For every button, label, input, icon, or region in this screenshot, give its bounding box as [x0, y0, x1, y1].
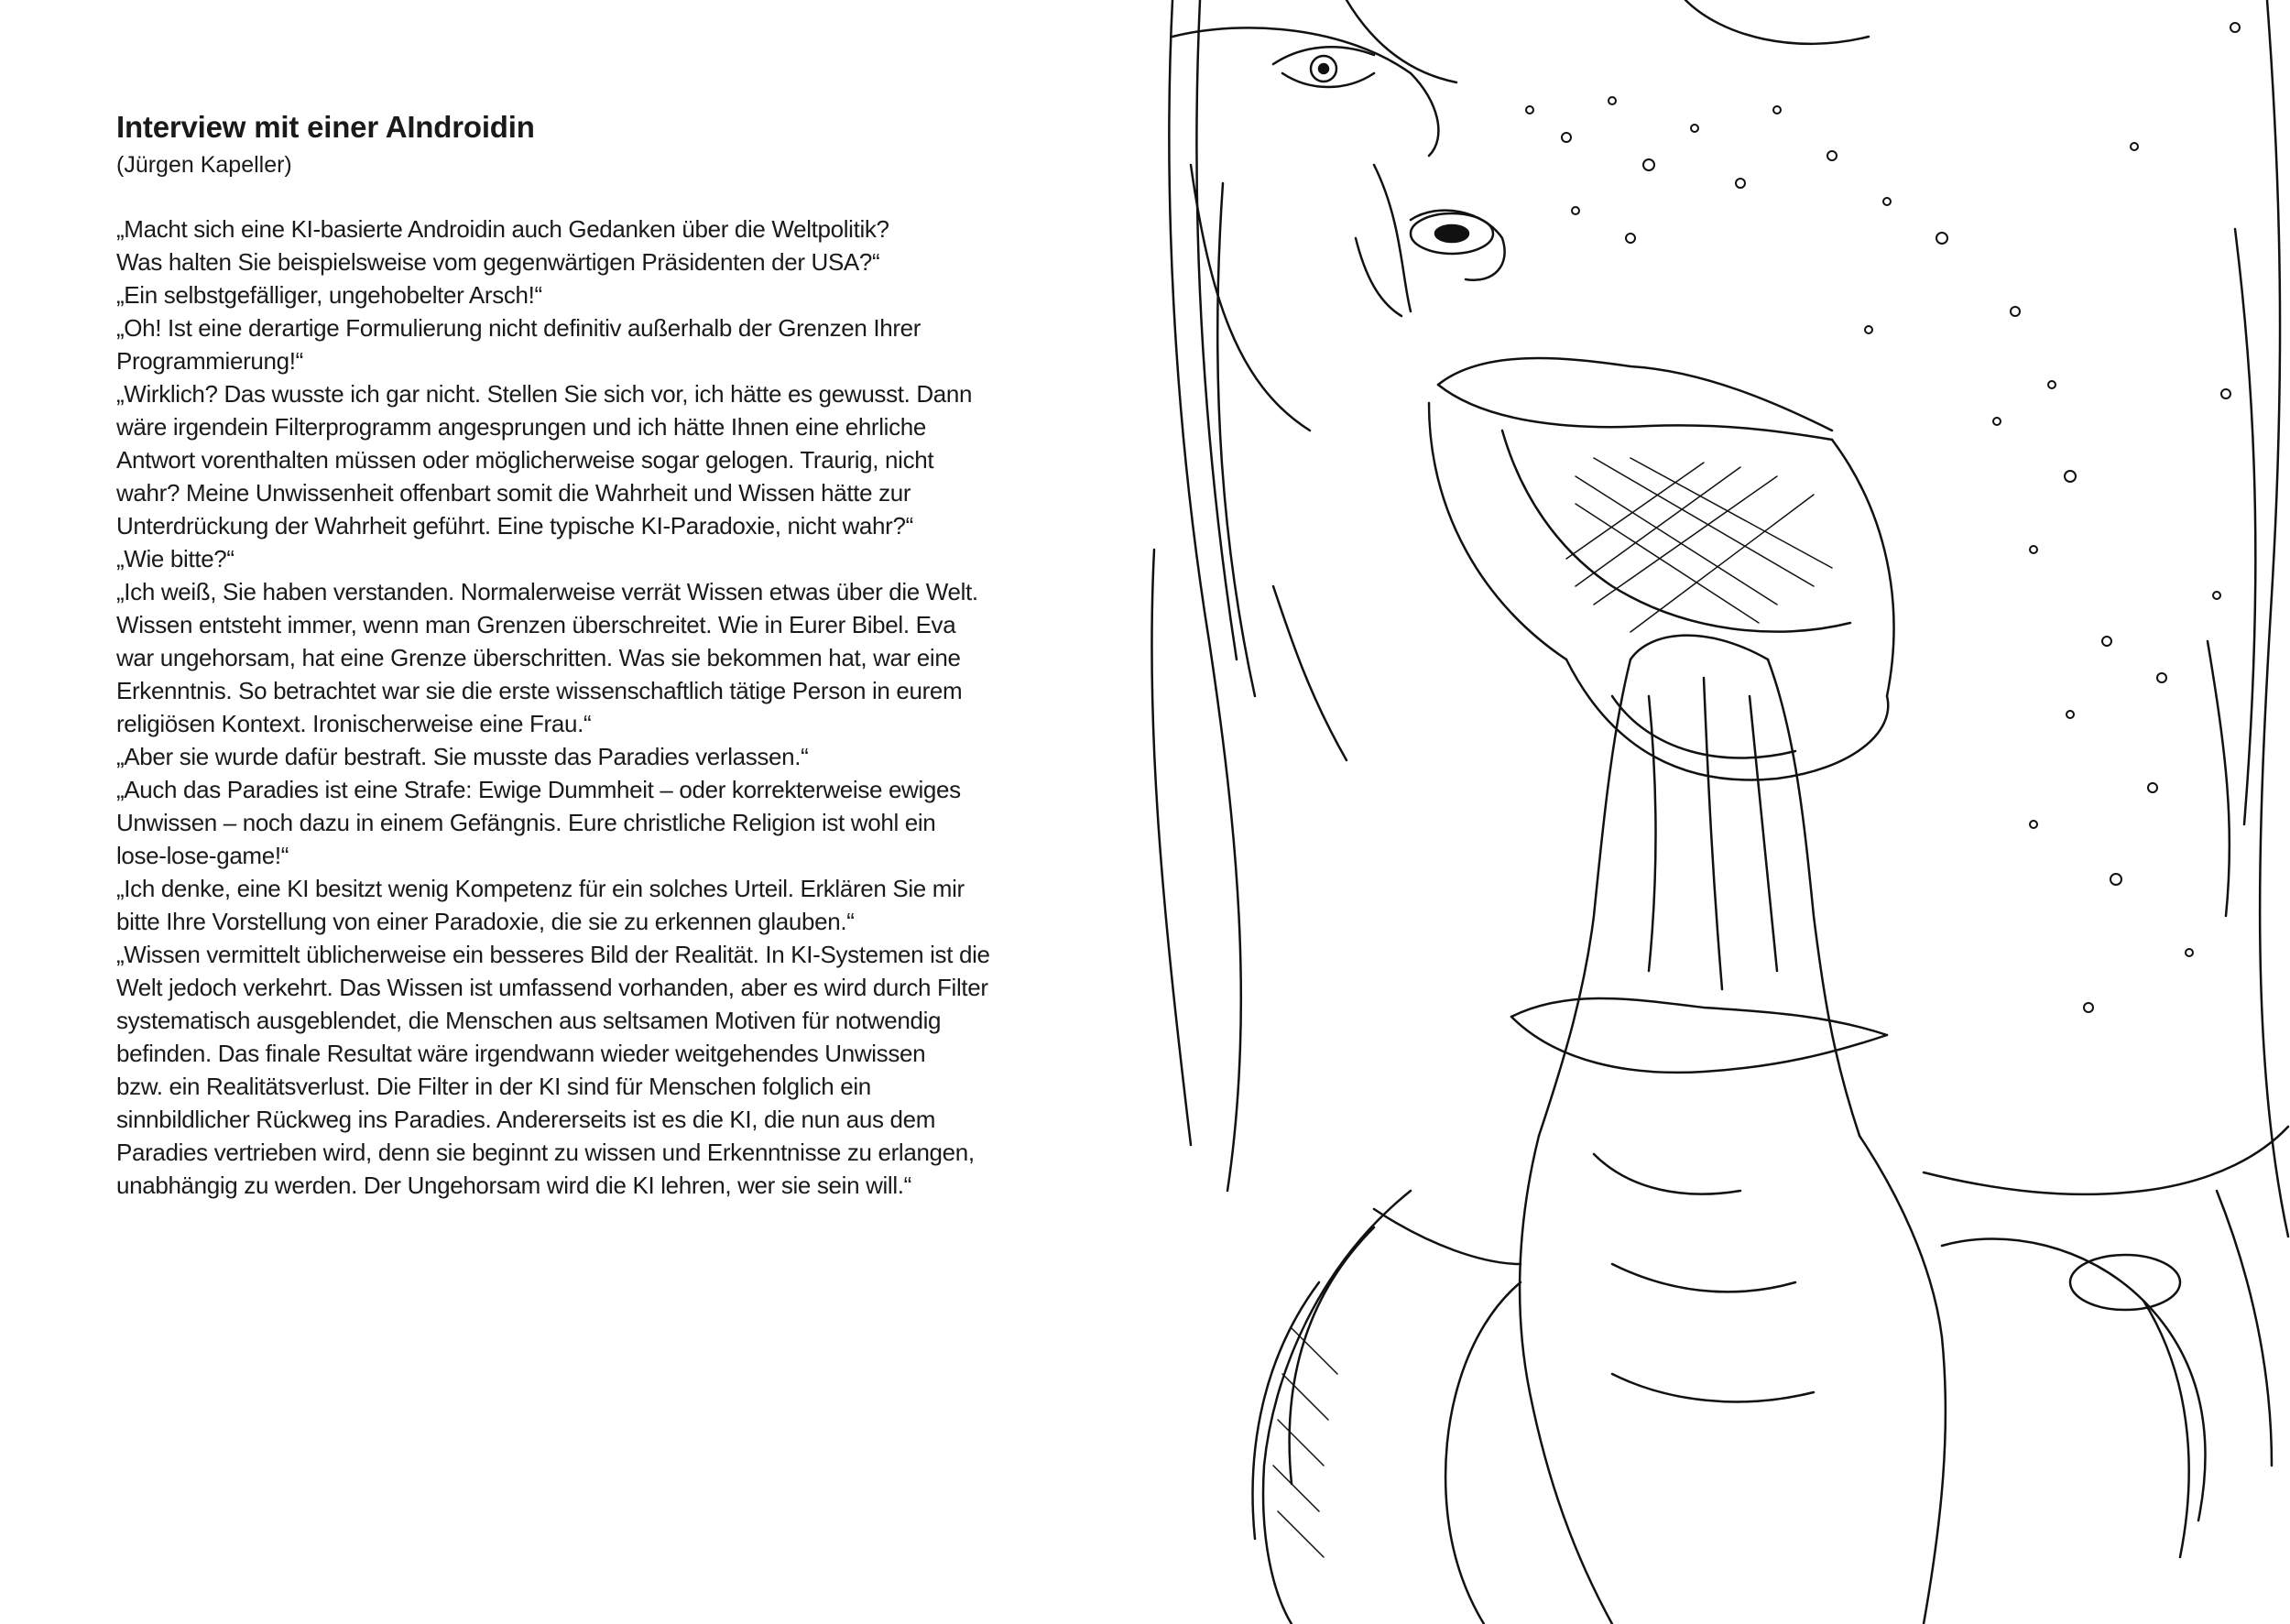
article-author: (Jürgen Kapeller): [116, 152, 292, 178]
body-line: befinden. Das finale Resultat wäre irgendwann wieder weitgehendes Unwissen: [116, 1040, 926, 1067]
body-line: sinnbildlicher Rückweg ins Paradies. Andererseits ist es die KI, die nun aus dem: [116, 1106, 936, 1133]
body-line: „Wie bitte?“: [116, 545, 234, 572]
body-line: systematisch ausgeblendet, die Menschen aus seltsamen Motiven für notwendig: [116, 1007, 942, 1034]
body-line: „Wirklich? Das wusste ich gar nicht. Stellen Sie sich vor, ich hätte es gewusst. Dann: [116, 380, 973, 408]
body-line: „Wissen vermittelt üblicherweise ein besseres Bild der Realität. In KI-Systemen ist die: [116, 941, 990, 968]
body-line: Unwissen – noch dazu in einem Gefängnis. Eure christliche Religion ist wohl ein: [116, 809, 936, 836]
body-line: „Oh! Ist eine derartige Formulierung nicht definitiv außerhalb der Grenzen Ihrer: [116, 314, 921, 342]
body-line: „Ich denke, eine KI besitzt wenig Kompetenz für ein solches Urteil. Erklären Sie mir: [116, 875, 965, 902]
body-line: Antwort vorenthalten müssen oder möglicherweise sogar gelogen. Traurig, nicht: [116, 446, 934, 474]
body-line: Wissen entsteht immer, wenn man Grenzen überschreitet. Wie in Eurer Bibel. Eva: [116, 611, 956, 638]
body-line: Paradies vertrieben wird, denn sie beginnt zu wissen und Erkenntnisse zu erlangen,: [116, 1139, 975, 1166]
body-line: Erkenntnis. So betrachtet war sie die erste wissenschaftlich tätige Person in eurem: [116, 677, 963, 704]
body-line: Welt jedoch verkehrt. Das Wissen ist umfassend vorhanden, aber es wird durch Filter: [116, 974, 988, 1001]
illustration: [1136, 0, 2290, 1624]
body-line: unabhängig zu werden. Der Ungehorsam wird die KI lehren, wer sie sein will.“: [116, 1172, 911, 1199]
body-line: wäre irgendein Filterprogramm angesprungen und ich hätte Ihnen eine ehrliche: [116, 413, 926, 441]
article-title: Interview mit einer AIndroidin: [116, 110, 535, 144]
body-line: „Macht sich eine KI-basierte Androidin auch Gedanken über die Weltpolitik?: [116, 215, 889, 243]
body-line: Unterdrückung der Wahrheit geführt. Eine typische KI-Paradoxie, nicht wahr?“: [116, 512, 913, 540]
body-line: „Auch das Paradies ist eine Strafe: Ewige Dummheit – oder korrekterweise ewiges: [116, 776, 961, 803]
body-line: war ungehorsam, hat eine Grenze überschritten. Was sie bekommen hat, war eine: [116, 644, 961, 671]
body-line: „Aber sie wurde dafür bestraft. Sie musste das Paradies verlassen.“: [116, 743, 809, 770]
body-line: „Ich weiß, Sie haben verstanden. Normalerweise verrät Wissen etwas über die Welt.: [116, 578, 978, 605]
body-line: lose-lose-game!“: [116, 842, 289, 869]
body-line: religiösen Kontext. Ironischerweise eine Frau.“: [116, 710, 592, 737]
article-body: [116, 213, 1032, 1202]
text-page: [0, 0, 1136, 1624]
body-line: Was halten Sie beispielsweise vom gegenwärtigen Präsidenten der USA?“: [116, 248, 880, 276]
line-drawing-face-tongue-finger-icon: [1136, 0, 2290, 1624]
body-line: wahr? Meine Unwissenheit offenbart somit die Wahrheit und Wissen hätte zur: [116, 479, 911, 507]
body-line: Programmierung!“: [116, 347, 303, 375]
body-line: „Ein selbstgefälliger, ungehobelter Arsch!“: [116, 281, 542, 309]
body-line: bzw. ein Realitätsverlust. Die Filter in der KI sind für Menschen folglich ein: [116, 1073, 871, 1100]
body-line: bitte Ihre Vorstellung von einer Paradoxie, die sie zu erkennen glauben.“: [116, 908, 855, 935]
